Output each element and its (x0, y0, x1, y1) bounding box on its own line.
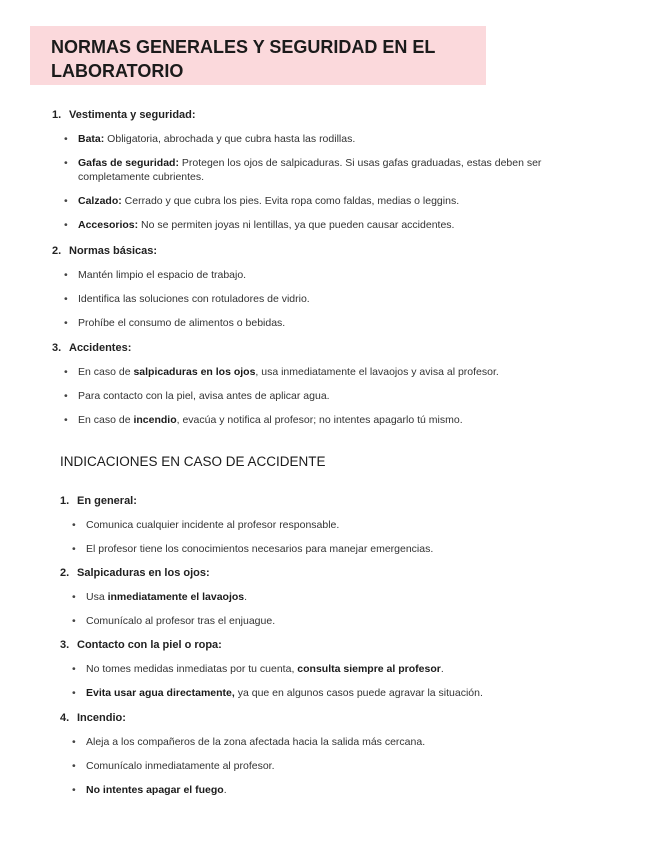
list-item: • Usa inmediatamente el lavaojos. (60, 590, 630, 604)
bullet-list (60, 590, 630, 628)
item-label: Normas básicas: (69, 245, 158, 257)
section-normas (52, 244, 622, 330)
list-item: • Evita usar agua directamente, ya que en algunos casos puede agravar la situación. (60, 686, 630, 700)
list-item: • En caso de incendio, evacúa y notifica al profesor; no intentes apagarlo tú mismo. (52, 413, 622, 427)
item-label: Salpicaduras en los ojos: (77, 567, 210, 579)
list-item: • Aleja a los compañeros de la zona afectada hacia la salida más cercana. (60, 735, 630, 749)
item-number: 2. (60, 567, 70, 579)
list-item: • Comunícalo al profesor tras el enjuague. (60, 614, 630, 628)
section-general (60, 494, 630, 556)
item-label: Vestimenta y seguridad: (69, 109, 196, 121)
item-number: 4. (60, 712, 70, 724)
item-number: 2. (52, 245, 62, 257)
list-item: • Accesorios: No se permiten joyas ni lentillas, ya que pueden causar accidentes. (52, 218, 622, 232)
numbered-heading (60, 711, 630, 725)
section-piel (60, 638, 630, 700)
page-title (51, 35, 475, 83)
item-label: Accidentes: (69, 342, 132, 354)
list-item: • En caso de salpicaduras en los ojos, usa inmediatamente el lavaojos y avisa al profesor. (52, 365, 622, 379)
item-number: 1. (60, 495, 70, 507)
section-incendio (60, 711, 630, 797)
list-item: • El profesor tiene los conocimientos necesarios para manejar emergencias. (60, 542, 630, 556)
page-title-line-1: NORMAS GENERALES Y SEGURIDAD EN EL (51, 37, 436, 57)
list-item: • Comunica cualquier incidente al profesor responsable. (60, 518, 630, 532)
numbered-heading (52, 341, 622, 355)
section-heading: INDICACIONES EN CASO DE ACCIDENTE (60, 454, 326, 469)
numbered-heading (52, 244, 622, 258)
list-item: • No tomes medidas inmediatas por tu cuenta, consulta siempre al profesor. (60, 662, 630, 676)
section-accidentes (52, 341, 622, 427)
numbered-heading (60, 494, 630, 508)
numbered-heading (52, 108, 622, 122)
item-label: Contacto con la piel o ropa: (77, 639, 222, 651)
bullet-list (60, 662, 630, 700)
list-item: • No intentes apagar el fuego. (60, 783, 630, 797)
numbered-heading (60, 638, 630, 652)
bullet-list (60, 735, 630, 797)
list-item: • Prohíbe el consumo de alimentos o bebidas. (52, 316, 622, 330)
bullet-list (52, 268, 622, 330)
item-label: Incendio: (77, 712, 126, 724)
list-item: • Para contacto con la piel, avisa antes de aplicar agua. (52, 389, 622, 403)
item-label: En general: (77, 495, 137, 507)
list-item: • Comunícalo inmediatamente al profesor. (60, 759, 630, 773)
item-number: 1. (52, 109, 62, 121)
page-title-box (30, 26, 486, 85)
list-item: • Gafas de seguridad: Protegen los ojos de salpicaduras. Si usas gafas graduadas, estas deben ser completamente cubrientes. (52, 156, 622, 184)
bullet-list (52, 132, 622, 232)
section-ojos (60, 566, 630, 628)
bullet-list (52, 365, 622, 427)
numbered-heading (60, 566, 630, 580)
bullet-list (60, 518, 630, 556)
item-number: 3. (60, 639, 70, 651)
section-vestimenta (52, 108, 622, 232)
list-item: • Mantén limpio el espacio de trabajo. (52, 268, 622, 282)
item-number: 3. (52, 342, 62, 354)
list-item: • Calzado: Cerrado y que cubra los pies. Evita ropa como faldas, medias o leggins. (52, 194, 622, 208)
list-item: • Identifica las soluciones con rotuladores de vidrio. (52, 292, 622, 306)
list-item: • Bata: Obligatoria, abrochada y que cubra hasta las rodillas. (52, 132, 622, 146)
page-title-line-2: LABORATORIO (51, 61, 184, 81)
